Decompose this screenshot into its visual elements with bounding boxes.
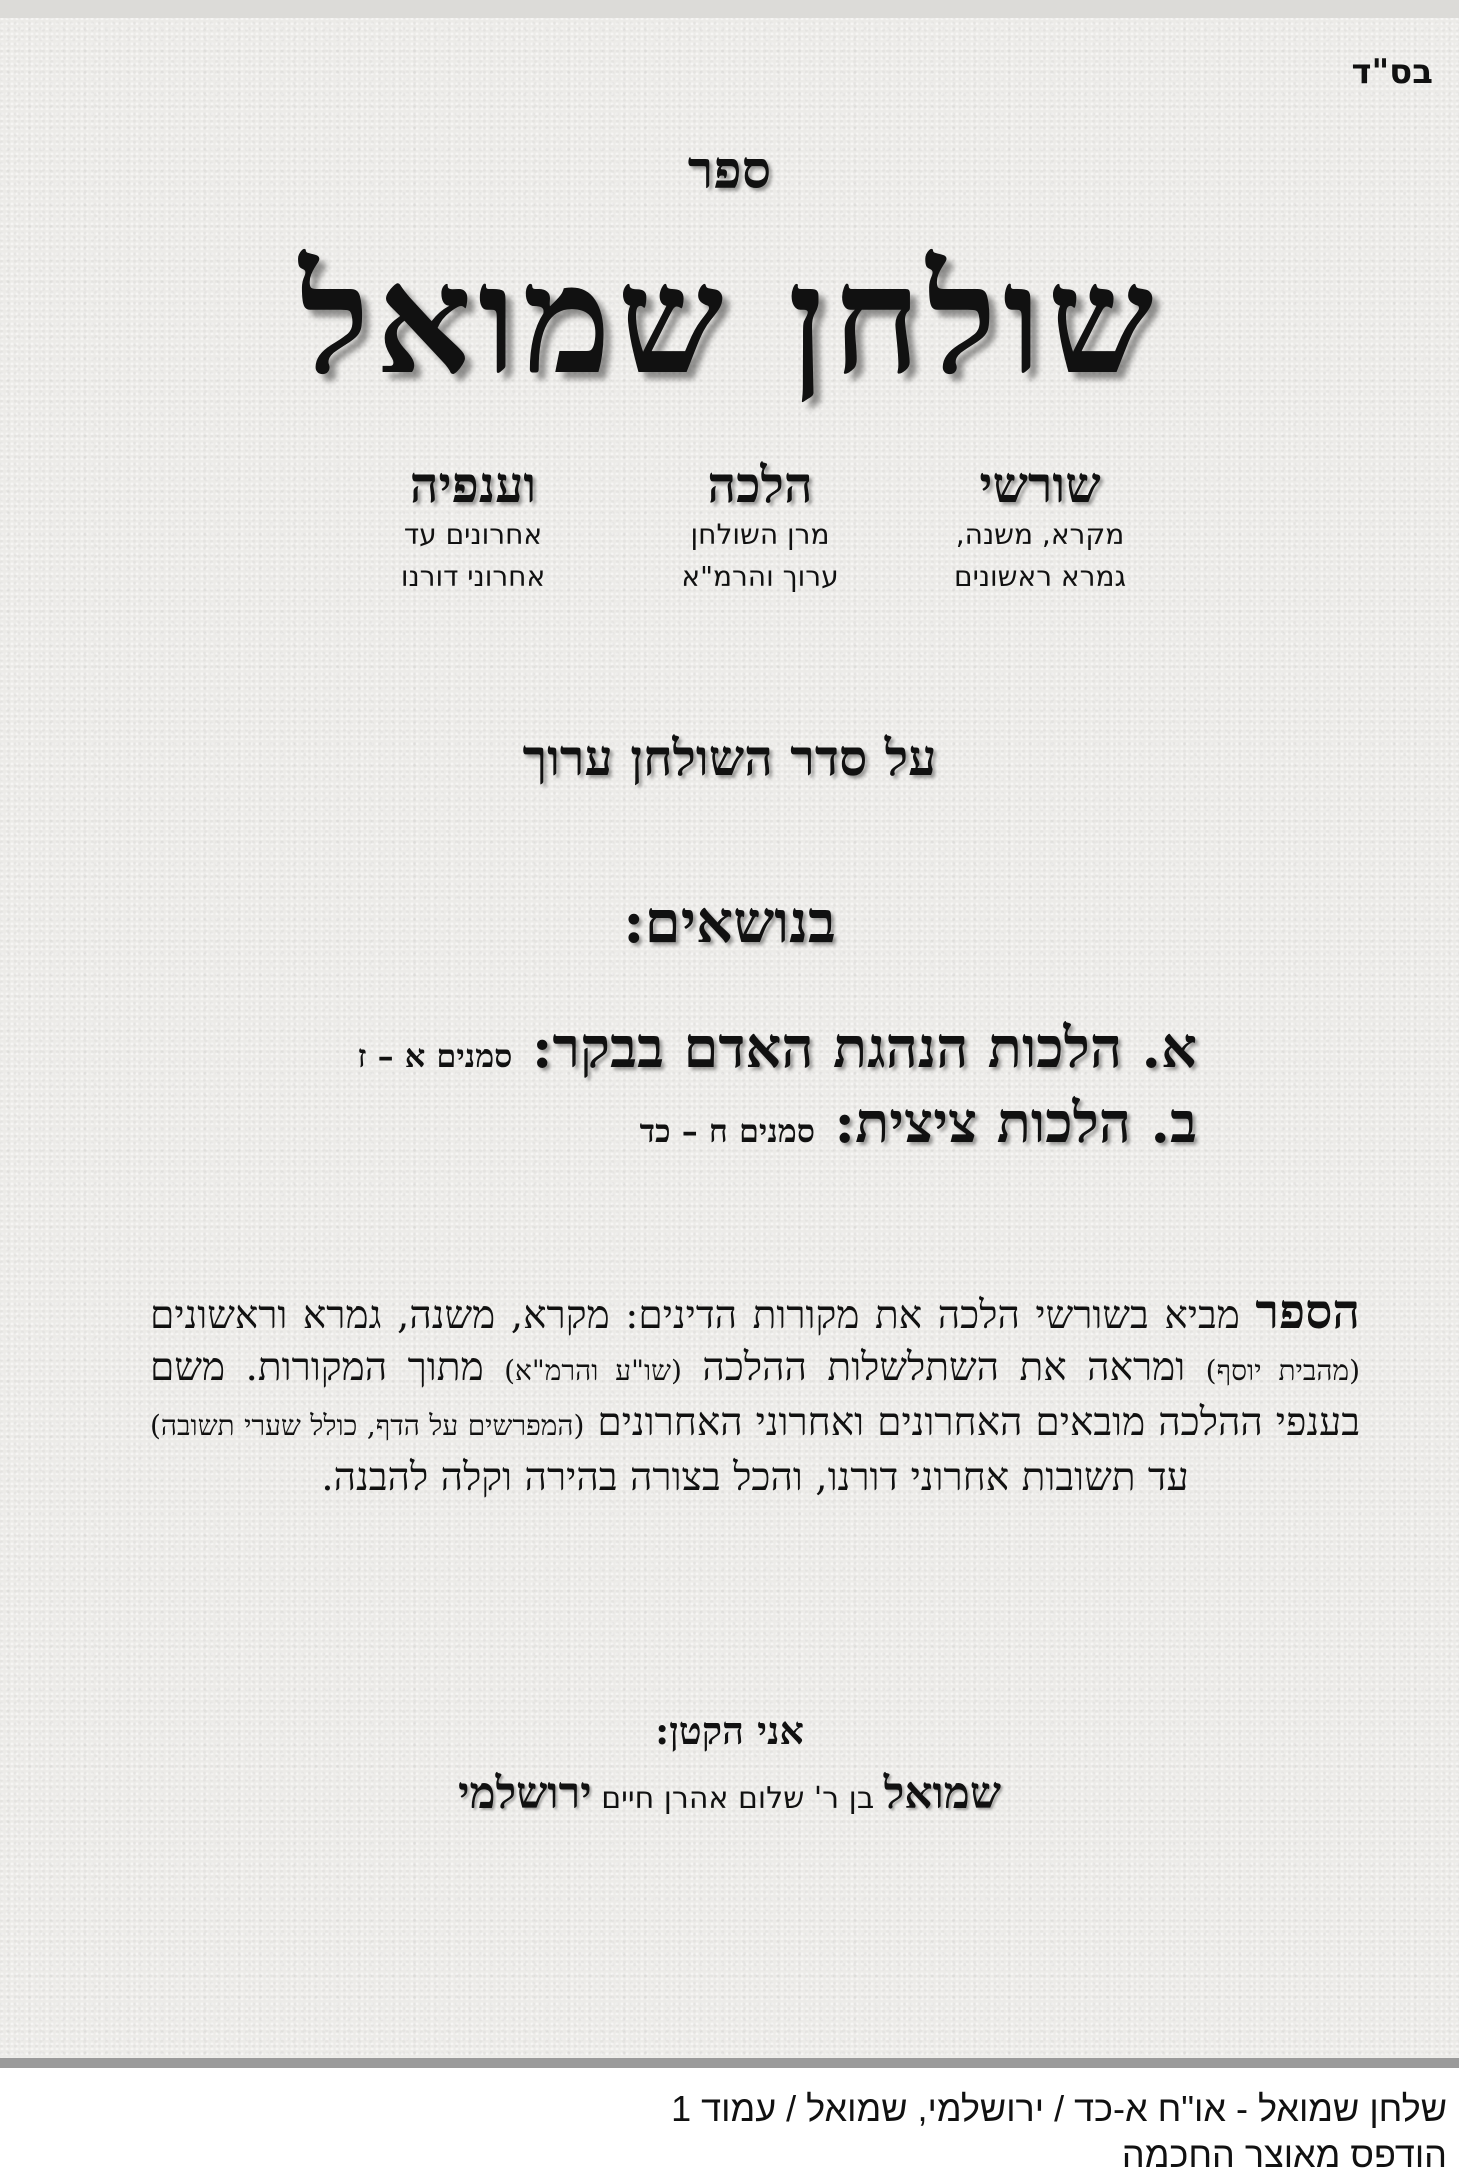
description-text: מתוך המקורות. משם בענפי ההלכה מובאים האחרונים ואחרוני האחרונים (150, 1345, 1360, 1445)
column-line: מקרא, משנה, (955, 518, 1125, 551)
column-line: מרן השולחן (690, 518, 830, 551)
column-line: ערוך והרמ"א (681, 560, 839, 593)
column-heading: שורשי (979, 455, 1101, 514)
topic-range: סמנים א – ז (357, 1037, 513, 1075)
column-heading: וענפיה (409, 455, 537, 514)
description-lead: הספר (1255, 1284, 1360, 1340)
author-last: ירושלמי (457, 1768, 592, 1819)
column-shorshei (910, 455, 1170, 598)
topic-item (640, 1090, 1197, 1156)
order-line: על סדר השולחן ערוך (522, 728, 937, 787)
top-edge (0, 0, 1459, 18)
topics-label: בנושאים: (623, 888, 836, 956)
footer-divider (0, 2058, 1459, 2068)
footer-source-line: שלחן שמואל - או"ח א-כד / ירושלמי, שמואל / עמוד 1 (671, 2088, 1447, 2129)
topic-title: ב. הלכות ציצית: (834, 1090, 1197, 1156)
column-heading: הלכה (707, 455, 813, 514)
description-note: (מהבית יוסף) (1205, 1354, 1361, 1387)
description-text: מביא בשורשי הלכה את מקורות הדינים: מקרא, משנה, גמרא וראשונים (150, 1293, 1256, 1338)
description-paragraph (150, 1286, 1360, 1504)
column-halacha (630, 455, 890, 598)
author-middle: בן ר' שלום אהרן חיים (591, 1781, 884, 1816)
column-line: אחרוני דורנו (400, 560, 546, 593)
footer-printed-line: הודפס מאוצר החכמה (1121, 2134, 1447, 2175)
description-text: עד תשובות אחרוני דורנו, והכל בצורה בהירה וקלה להבנה. (321, 1455, 1189, 1500)
topic-title: א. הלכות הנהגת האדם בבקר: (531, 1015, 1197, 1081)
author-first: שמואל (883, 1768, 1002, 1819)
bsd-mark: בס"ד (1351, 52, 1433, 92)
author-name (0, 1768, 1459, 1819)
sefer-label: ספר (687, 140, 772, 201)
author-label: אני הקטן: (655, 1708, 804, 1753)
column-line: גמרא ראשונים (953, 560, 1127, 593)
topic-item (358, 1015, 1197, 1081)
column-anafeha (343, 455, 603, 598)
description-text: ומראה את השתלשלות ההלכה (681, 1345, 1206, 1390)
book-title: שולחן שמואל (299, 232, 1160, 408)
description-note: (שו"ע והרמ"א) (504, 1354, 682, 1387)
topic-range: סמנים ח – כד (639, 1112, 815, 1150)
description-note: (המפרשים על הדף, כולל שערי תשובה) (150, 1409, 585, 1442)
column-line: אחרונים עד (403, 518, 543, 551)
